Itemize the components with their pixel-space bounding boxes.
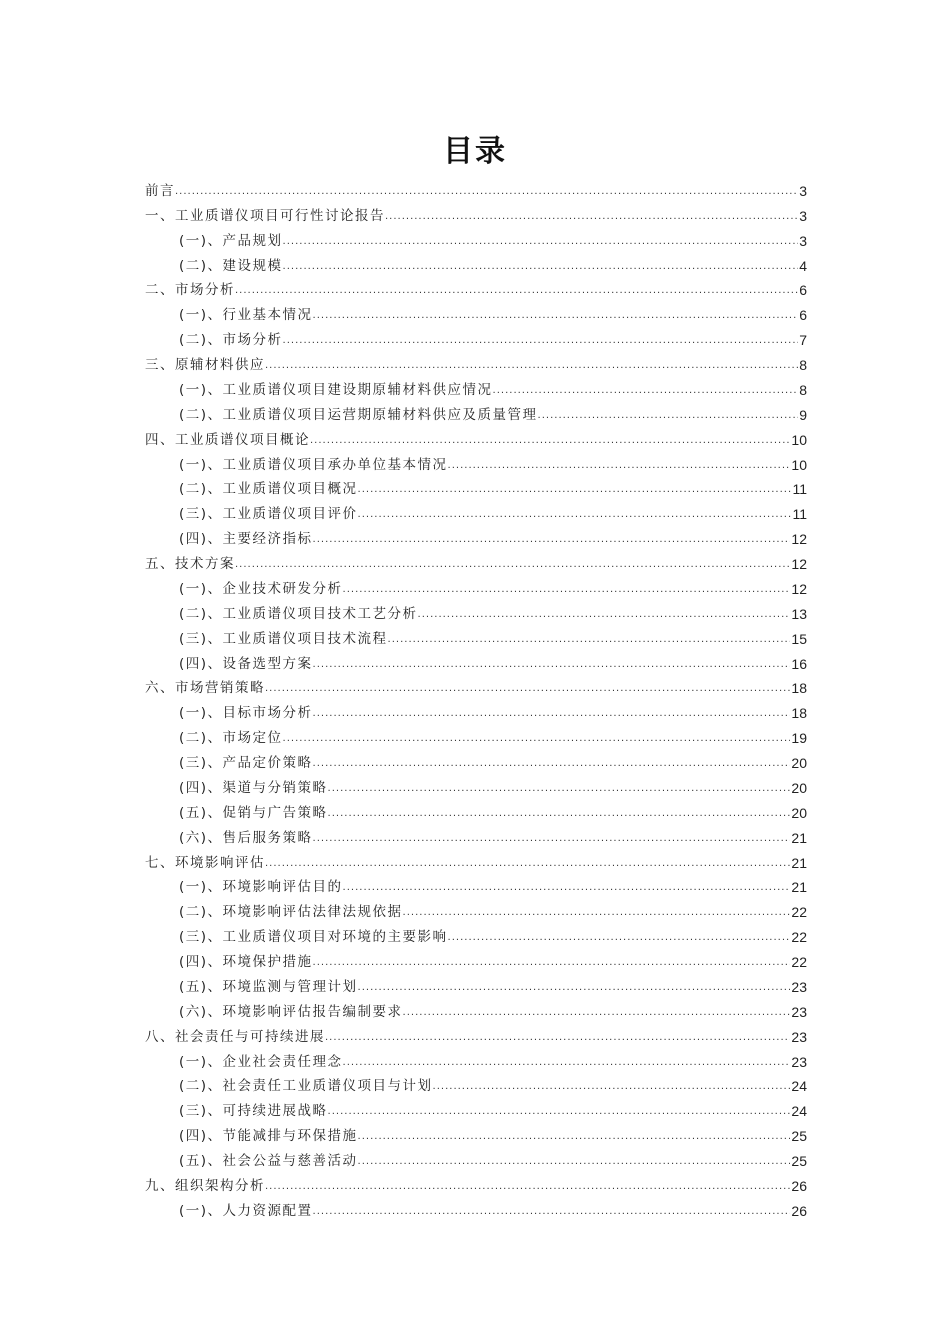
toc-dot-leader — [313, 534, 791, 548]
toc-entry-label: 前言 — [145, 182, 175, 199]
toc-page-number: 19 — [791, 730, 807, 747]
toc-section-entry[interactable] — [145, 200, 807, 225]
toc-subsection-entry[interactable] — [145, 1046, 807, 1071]
toc-subsection-entry[interactable] — [145, 573, 807, 598]
toc-dot-leader — [403, 1007, 791, 1021]
toc-page-number: 18 — [791, 705, 807, 722]
toc-dot-leader — [358, 484, 792, 498]
toc-entry-label: (一)、环境影响评估目的 — [179, 879, 343, 896]
toc-page-number: 23 — [791, 1028, 807, 1045]
toc-entry-label: (一)、目标市场分析 — [179, 705, 313, 722]
toc-section-entry[interactable] — [145, 1170, 807, 1195]
toc-subsection-entry[interactable] — [145, 946, 807, 971]
toc-entry-label: (二)、环境影响评估法律法规依据 — [179, 904, 403, 921]
toc-page-number: 24 — [791, 1103, 807, 1120]
toc-page-number: 20 — [791, 779, 807, 796]
toc-entry-label: (三)、工业质谱仪项目技术流程 — [179, 630, 388, 647]
toc-title: 目录 — [443, 134, 507, 169]
toc-dot-leader — [283, 236, 799, 250]
toc-subsection-entry[interactable] — [145, 225, 807, 250]
toc-entry-label: (四)、环境保护措施 — [179, 954, 313, 970]
toc-entry-label: (二)、工业质谱仪项目概况 — [179, 481, 358, 498]
toc-entry-label: (三)、工业质谱仪项目评价 — [179, 506, 358, 523]
toc-entry-label: (五)、环境监测与管理计划 — [179, 978, 358, 995]
toc-entry-label: (二)、社会责任工业质谱仪项目与计划 — [179, 1078, 433, 1095]
toc-subsection-entry[interactable] — [145, 872, 807, 897]
toc-entry-label: (六)、环境影响评估报告编制要求 — [179, 1003, 403, 1020]
toc-page-number: 8 — [799, 357, 807, 373]
toc-page-number: 10 — [791, 431, 807, 448]
toc-subsection-entry[interactable] — [145, 474, 807, 499]
toc-page-number: 10 — [791, 456, 807, 473]
toc-dot-leader — [433, 1081, 791, 1095]
toc-entry-label: (一)、工业质谱仪项目建设期原辅材料供应情况 — [179, 381, 493, 398]
toc-dot-leader — [283, 335, 799, 349]
toc-dot-leader — [328, 1106, 791, 1120]
toc-page-number: 18 — [791, 680, 807, 697]
toc-dot-leader — [418, 609, 791, 623]
toc-subsection-entry[interactable] — [145, 399, 807, 424]
toc-entry-label: (四)、设备选型方案 — [179, 655, 313, 672]
toc-dot-leader — [313, 1206, 791, 1220]
toc-entry-label: 八、社会责任与可持续进展 — [145, 1028, 325, 1045]
toc-dot-leader — [403, 907, 791, 921]
toc-page-number: 8 — [799, 381, 807, 398]
toc-dot-leader — [538, 410, 799, 424]
toc-page-number: 23 — [791, 1003, 807, 1020]
toc-dot-leader — [358, 1156, 791, 1170]
toc-dot-leader — [448, 932, 791, 946]
toc-subsection-entry[interactable] — [145, 1095, 807, 1120]
toc-dot-leader — [388, 634, 791, 648]
toc-page-number: 4 — [799, 257, 807, 274]
toc-entry-label: (一)、行业基本情况 — [179, 307, 313, 324]
toc-dot-leader — [343, 882, 791, 896]
toc-section-entry[interactable] — [145, 275, 807, 300]
toc-subsection-entry[interactable] — [145, 1195, 807, 1220]
toc-page-number: 3 — [799, 232, 807, 249]
table-of-contents — [145, 175, 807, 1220]
toc-subsection-entry[interactable] — [145, 1120, 807, 1145]
toc-entry-label: (四)、节能减排与环保措施 — [179, 1128, 358, 1145]
toc-section-entry[interactable] — [145, 548, 807, 573]
toc-entry-label: (六)、售后服务策略 — [179, 829, 313, 846]
toc-dot-leader — [313, 758, 791, 772]
toc-entry-label: (三)、工业质谱仪项目对环境的主要影响 — [179, 929, 448, 946]
toc-dot-leader — [283, 733, 791, 747]
toc-entry-label: 五、技术方案 — [145, 556, 235, 572]
toc-dot-leader — [448, 460, 791, 474]
toc-page-number: 23 — [791, 978, 807, 995]
toc-subsection-entry[interactable] — [145, 250, 807, 275]
toc-entry-label: (五)、促销与广告策略 — [179, 804, 328, 821]
toc-dot-leader — [343, 584, 791, 598]
toc-section-entry[interactable] — [145, 847, 807, 872]
toc-page-number: 3 — [799, 182, 807, 199]
toc-page-number: 22 — [791, 904, 807, 921]
toc-entry-label: 七、环境影响评估 — [145, 854, 265, 871]
toc-entry-label: (四)、渠道与分销策略 — [179, 779, 328, 796]
toc-dot-leader — [385, 211, 798, 225]
toc-page-number: 15 — [791, 630, 807, 647]
toc-entry-label: (一)、工业质谱仪项目承办单位基本情况 — [179, 456, 448, 473]
toc-page-number: 22 — [791, 929, 807, 946]
toc-subsection-entry[interactable] — [145, 299, 807, 324]
toc-subsection-entry[interactable] — [145, 747, 807, 772]
toc-dot-leader — [493, 385, 799, 399]
toc-section-entry[interactable] — [145, 349, 807, 374]
toc-subsection-entry[interactable] — [145, 971, 807, 996]
toc-page-number: 20 — [791, 755, 807, 771]
toc-subsection-entry[interactable] — [145, 648, 807, 673]
toc-entry-label: 一、工业质谱仪项目可行性讨论报告 — [145, 207, 385, 224]
toc-section-entry[interactable] — [145, 673, 807, 698]
toc-entry-label: (一)、企业社会责任理念 — [179, 1053, 343, 1070]
toc-subsection-entry[interactable] — [145, 1145, 807, 1170]
toc-dot-leader — [265, 683, 790, 697]
toc-dot-leader — [343, 1057, 791, 1071]
toc-subsection-entry[interactable] — [145, 449, 807, 474]
toc-entry-label: (二)、工业质谱仪项目技术工艺分析 — [179, 605, 418, 622]
toc-page-number: 25 — [791, 1153, 807, 1169]
toc-subsection-entry[interactable] — [145, 797, 807, 822]
toc-entry-label: (二)、市场分析 — [179, 332, 283, 349]
toc-dot-leader — [265, 858, 790, 872]
toc-dot-leader — [358, 509, 792, 523]
toc-page-number: 21 — [791, 879, 807, 896]
toc-subsection-entry[interactable] — [145, 822, 807, 847]
toc-page-number: 12 — [791, 531, 807, 548]
toc-page-number: 26 — [791, 1202, 807, 1219]
toc-subsection-entry[interactable] — [145, 374, 807, 399]
toc-page-number: 7 — [799, 332, 807, 349]
toc-dot-leader — [283, 261, 799, 275]
toc-dot-leader — [175, 186, 798, 200]
toc-subsection-entry[interactable] — [145, 772, 807, 797]
toc-entry-label: (三)、可持续进展战略 — [179, 1103, 328, 1120]
toc-page-number: 24 — [791, 1078, 807, 1095]
toc-subsection-entry[interactable] — [145, 498, 807, 523]
toc-page-number: 20 — [791, 804, 807, 821]
toc-subsection-entry[interactable] — [145, 623, 807, 648]
toc-entry-label: 六、市场营销策略 — [145, 680, 265, 697]
toc-page-number: 11 — [792, 506, 807, 523]
toc-subsection-entry[interactable] — [145, 324, 807, 349]
toc-subsection-entry[interactable] — [145, 996, 807, 1021]
toc-subsection-entry[interactable] — [145, 896, 807, 921]
toc-entry-label: (一)、企业技术研发分析 — [179, 580, 343, 597]
toc-entry-label: (二)、建设规模 — [179, 257, 283, 274]
toc-page-number: 23 — [791, 1053, 807, 1070]
toc-dot-leader — [265, 360, 798, 374]
toc-page-number: 22 — [791, 954, 807, 970]
toc-entry-label: 四、工业质谱仪项目概论 — [145, 431, 310, 448]
toc-dot-leader — [328, 808, 791, 822]
toc-page-number: 13 — [791, 605, 807, 622]
toc-entry-label: (四)、主要经济指标 — [179, 531, 313, 548]
toc-page-number: 21 — [791, 854, 807, 871]
toc-page-number: 12 — [791, 556, 807, 572]
toc-dot-leader — [325, 1032, 790, 1046]
toc-dot-leader — [235, 559, 790, 573]
toc-section-entry[interactable] — [145, 1021, 807, 1046]
toc-page-number: 6 — [799, 307, 807, 324]
toc-entry-label: (二)、市场定位 — [179, 730, 283, 747]
toc-page-number: 12 — [791, 580, 807, 597]
toc-page-number: 3 — [799, 207, 807, 224]
toc-subsection-entry[interactable] — [145, 523, 807, 548]
toc-subsection-entry[interactable] — [145, 1071, 807, 1096]
toc-entry-label: 三、原辅材料供应 — [145, 357, 265, 373]
toc-page-number: 6 — [799, 282, 807, 299]
toc-dot-leader — [313, 833, 791, 847]
toc-page-number: 21 — [791, 829, 807, 846]
toc-dot-leader — [313, 708, 791, 722]
toc-entry-label: (二)、工业质谱仪项目运营期原辅材料供应及质量管理 — [179, 406, 538, 423]
toc-dot-leader — [310, 435, 790, 449]
toc-subsection-entry[interactable] — [145, 598, 807, 623]
toc-entry-label: (五)、社会公益与慈善活动 — [179, 1153, 358, 1169]
toc-subsection-entry[interactable] — [145, 921, 807, 946]
toc-page-number: 25 — [791, 1128, 807, 1145]
toc-dot-leader — [265, 1181, 790, 1195]
toc-subsection-entry[interactable] — [145, 697, 807, 722]
toc-dot-leader — [313, 957, 791, 971]
toc-page-number: 11 — [792, 481, 807, 498]
toc-dot-leader — [358, 1131, 791, 1145]
toc-dot-leader — [235, 285, 798, 299]
toc-dot-leader — [328, 783, 791, 797]
toc-subsection-entry[interactable] — [145, 722, 807, 747]
toc-dot-leader — [358, 982, 791, 996]
toc-dot-leader — [313, 659, 791, 673]
toc-page-number: 26 — [791, 1177, 807, 1194]
toc-entry-label: (一)、人力资源配置 — [179, 1202, 313, 1219]
toc-entry-label: (三)、产品定价策略 — [179, 755, 313, 771]
toc-entry-label: (一)、产品规划 — [179, 232, 283, 249]
toc-section-entry[interactable] — [145, 424, 807, 449]
toc-section-entry[interactable] — [145, 175, 807, 200]
toc-page-number: 16 — [791, 655, 807, 672]
toc-entry-label: 二、市场分析 — [145, 282, 235, 299]
toc-page-number: 9 — [799, 406, 807, 423]
toc-entry-label: 九、组织架构分析 — [145, 1177, 265, 1194]
toc-dot-leader — [313, 310, 799, 324]
